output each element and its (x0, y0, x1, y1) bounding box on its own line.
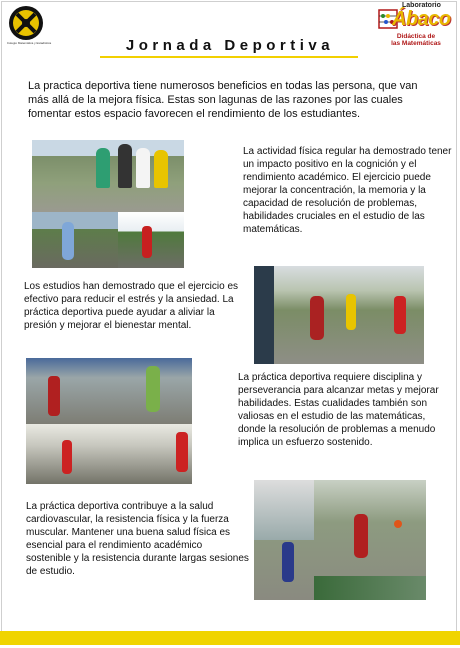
title-underline (100, 56, 358, 58)
lab-logo-word: Ábaco (392, 8, 451, 30)
cognition-paragraph: La actividad física regular ha demostrado tener un impacto positivo en la cognición y el rendimiento académico. El ejercicio puede mejorar la concentración, la memoria y la capacidad de resolución de problemas, habilidades cruciales en el estudio de las matemáticas. (243, 146, 452, 235)
lab-logo-top: Laboratorio (402, 2, 441, 9)
lab-logo (374, 2, 456, 46)
discipline-paragraph: La práctica deportiva requiere disciplina y perseverancia para alcanzar metas y mejorar habilidades. Estas cualidades también son valiosas en el estudio de las matemáticas, donde la resolución de problemas a menudo implica un esfuerzo sostenido. (238, 372, 439, 448)
photo-collage-3 (26, 358, 192, 484)
intro-paragraph: La practica deportiva tiene numerosos beneficios en todas las persona, que van más allá de la mejora física. Estas son lagunas de las razones por las cuales fomentar estos espacio favorecen el rendimiento de los estudiantes. (28, 80, 418, 120)
page-title: Jornada Deportiva (125, 37, 335, 54)
photo-collage-2 (254, 266, 424, 364)
health-paragraph: La práctica deportiva contribuye a la salud cardiovascular, la resistencia física y la fuerza muscular. Mantener una buena salud física es esencial para el rendimiento académico sostenible y la resistencia durante largas sesiones de estudio. (26, 501, 249, 577)
school-logo (5, 4, 52, 48)
school-logo-caption: Colegio Matemática y Estadística (6, 41, 52, 45)
lab-logo-subtitle: Didáctica de las Matemáticas (391, 33, 441, 47)
photo-collage-1 (32, 140, 184, 268)
footer-bar (0, 631, 460, 645)
stress-paragraph: Los estudios han demostrado que el ejercicio es efectivo para reducir el estrés y la ansiedad. La práctica deportiva puede ayudar a aliviar la presión y mejorar el bienestar mental. (24, 281, 239, 331)
photo-collage-4 (254, 480, 426, 600)
